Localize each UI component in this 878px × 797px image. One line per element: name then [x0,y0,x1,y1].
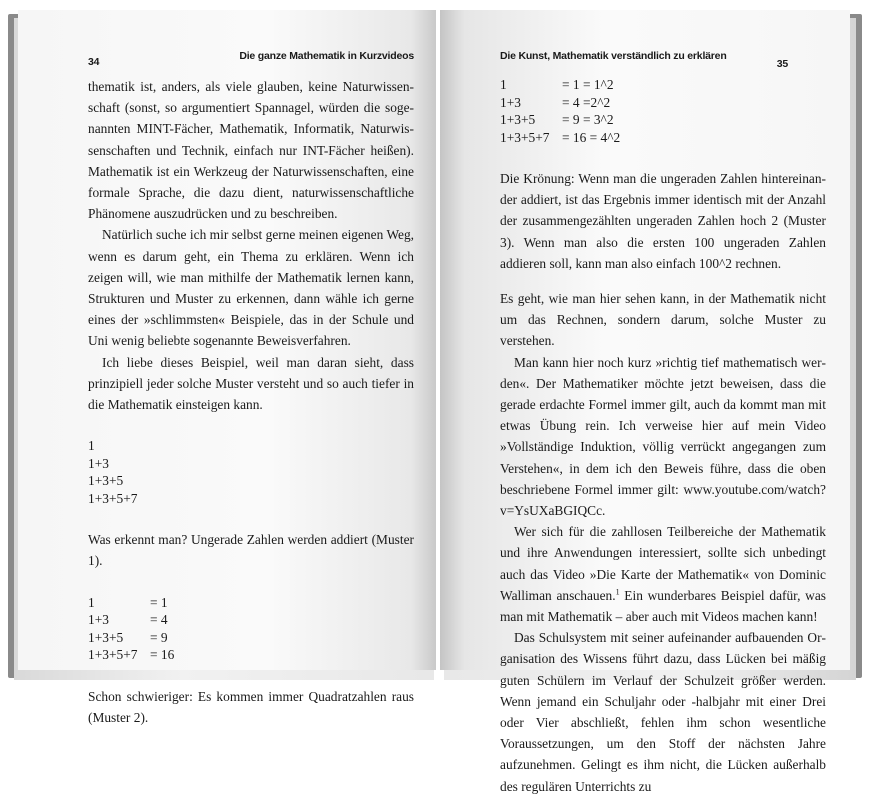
paragraph: thematik ist, anders, als viele glauben, keine Naturwissenschaft (sonst, so argumentiert Spannagel, würden die sogenannten MINT-Fächer, Mathematik, Informatik, Naturwissenschaften und Technik, einfach nur INT-Fächer heißen). Mathematik ist ein Werkzeug der Naturwissenschaften, eine formale Sprache, die dazu dient, naturwissenschaftliche Phänomene auszudrücken und zu beschreiben. [88,79,414,222]
left-body-text [88,76,414,728]
sequence-result: = 4 [150,612,168,628]
left-page-number: 34 [88,56,100,68]
right-page-number: 35 [776,58,788,70]
right-page [440,10,850,794]
left-running-head: Die ganze Mathematik in Kurzvideos [239,50,414,62]
paragraph: Schon schwieriger: Es kommen immer Quadratzahlen raus (Muster 2). [88,688,414,725]
sequence-sum: 1+3+5 [500,112,536,127]
sequence-result: = 16 [150,647,175,663]
sequence-sum: 1+3+5+7 [88,647,138,663]
sequence-2 [88,594,414,664]
sequence-result: = 4 =2^2 [562,94,611,110]
paragraph: Es geht, wie man hier sehen kann, in der Mathematik nicht um das Rechnen, sondern darum, solche Muster zu verstehen. [500,291,826,349]
sequence-result: = 1 = 1^2 [562,77,614,92]
right-running-head: Die Kunst, Mathematik verständlich zu erklären [500,50,727,62]
sequence-sum: 1+3+5 [88,629,124,645]
paragraph: Man kann hier noch kurz »richtig tief mathematisch werden«. Der Mathematiker möchte jetzt beweisen, dass die gerade erdachte Formel immer gilt, auch da kommt man mit etwas Übung rein. Ich verweise hier auf mein Video »Vollständige Induktion, völlig verrückt angegangen zum Verstehen«, in dem ich den Beweis führe, dass die oben beschriebene Formel immer gilt: www.youtube.com/watch?v=YsUXaBGIQCc. [500,354,826,519]
sequence-result: = 9 [150,629,168,645]
sequence-item: 1+3+5+7 [88,490,138,506]
sequence-sum: 1 [500,77,507,92]
sequence-3 [500,76,826,146]
paragraph [500,521,826,627]
sequence-item: 1 [88,438,95,454]
paragraph-text: Wer sich für die zahllosen Teilbereiche der Mathematik und ihre Anwendungen interessiert, sollte sich unbedingt auch das Video »Die Karte der Mathematik« von Dominic Walliman anschauen. [500,524,826,603]
sequence-item: 1+3 [88,455,109,471]
sequence-item: 1+3+5 [88,473,124,489]
sequence-result: = 9 = 3^2 [562,112,614,127]
sequence-sum: 1+3 [500,94,521,110]
paragraph: Die Krönung: Wenn man die ungeraden Zahlen hintereinander addiert, ist das Ergebnis immer identisch mit der Anzahl der zusammengezählten ungeraden Zahlen hoch 2 (Muster 3). Wenn man also die ersten 100 ungeraden Zahlen addieren soll, kann man also einfach 100^2 rechnen. [500,171,826,271]
left-page [18,10,436,725]
paragraph: Was erkennt man? Ungerade Zahlen werden addiert (Muster 1). [88,532,414,569]
sequence-sum: 1+3 [88,612,109,628]
sequence-result: = 16 = 4^2 [562,129,621,145]
paragraph: Natürlich suche ich mir selbst gerne meinen eigenen Weg, wenn es darum geht, ein Thema zu erklären. Wenn ich zeigen will, wie man mithilfe der Mathematik lernen kann, Strukturen und Muster zu erkennen, dann wähle ich gerne eines der »schlimmsten« Beispiele, das in der Schule und Uni wenig beliebte sogenannte Beweisverfahren. [88,227,414,349]
paragraph: Ich liebe dieses Beispiel, weil man daran sieht, dass prinzipiell jeder solche Muster versteht und so auch tiefer in die Mathematik einsteigen kann. [88,354,414,413]
sequence-sum: 1+3+5+7 [500,129,550,145]
paragraph: Das Schulsystem mit seiner aufeinander aufbauenden Organisation des Wissens führt dazu, dass Lücken bei mäßig guten Schülern im Verlauf der Schulzeit größer werden. Wenn jemand ein Schuljahr oder -halbjahr mit einer Drei oder Vier abschließt, fehlen ihm schon wesentliche Voraussetzungen, um den Stoff der nächsten Jahre aufzunehmen. Gelingt es ihm nicht, die Lücken außerhalb des regulären Unterrichts zu [500,630,826,794]
footnote-marker: 1 [615,587,620,597]
sequence-result: = 1 [150,594,168,610]
right-body-text [500,76,826,797]
paragraph-text: Ein wunderbares Beispiel dafür, was man mit Mathematik – aber auch mit Videos machen kann! [500,587,826,625]
sequence-1 [88,437,414,507]
sequence-sum: 1 [88,594,95,610]
